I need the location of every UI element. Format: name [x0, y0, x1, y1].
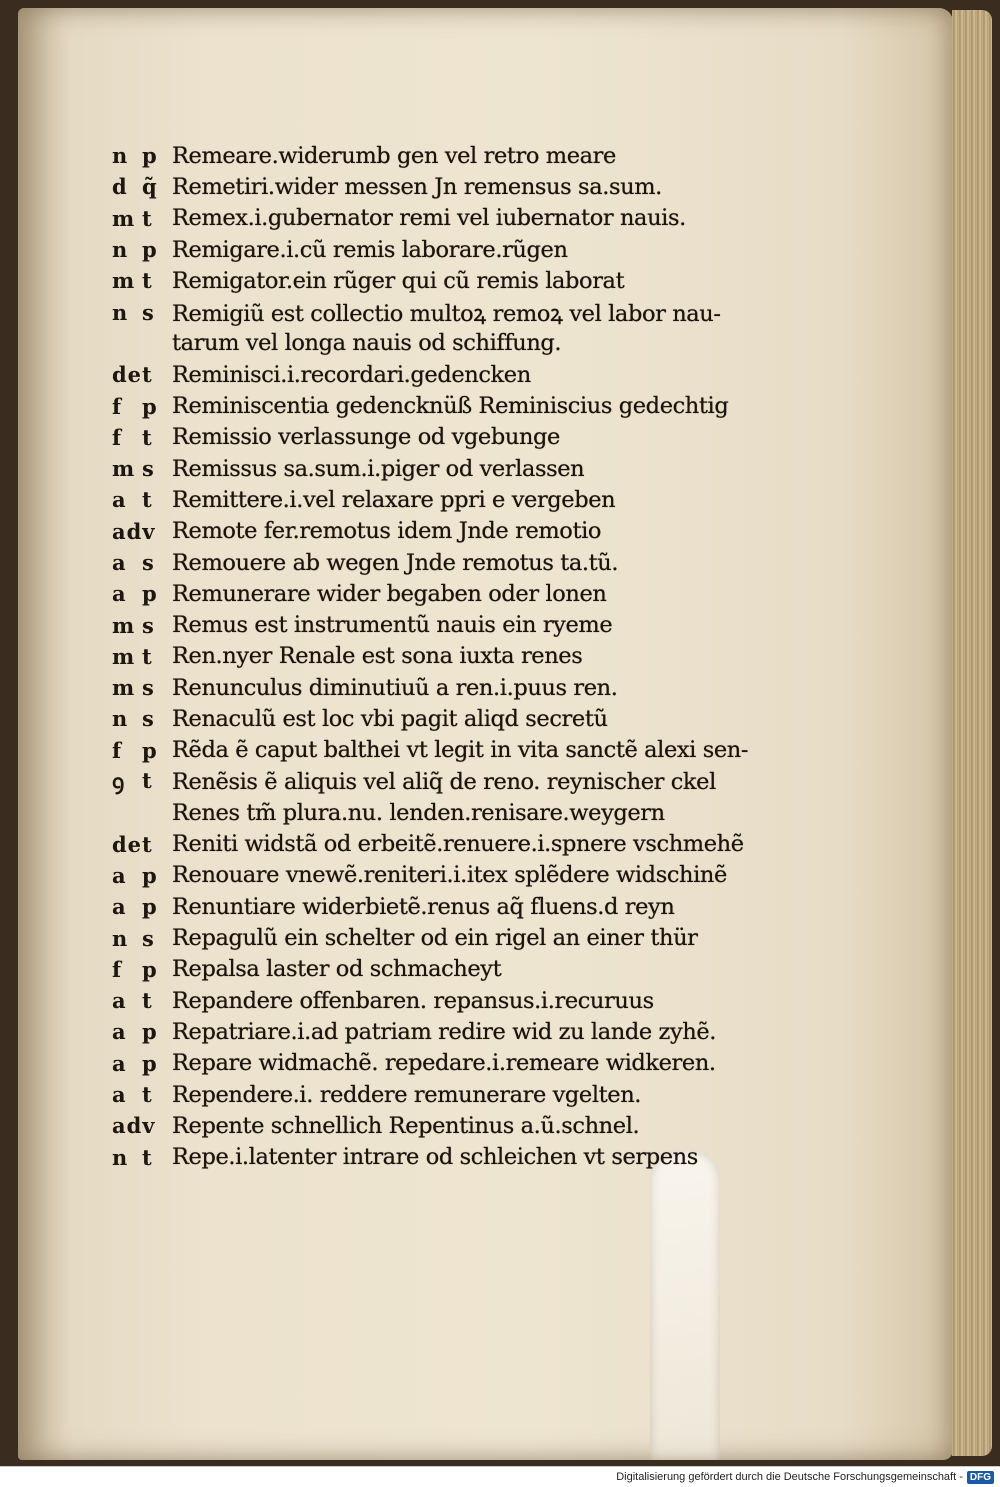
- grammar-marker-1: n: [112, 706, 129, 732]
- dictionary-entry: [112, 954, 772, 985]
- grammar-marker-1: a: [112, 550, 127, 575]
- dfg-logo: DFG: [967, 1471, 994, 1484]
- dictionary-entry-list: [112, 140, 772, 1173]
- grammar-marker: [112, 894, 172, 919]
- grammar-marker-2: q̃: [142, 174, 158, 200]
- dictionary-entry: [112, 609, 772, 640]
- grammar-marker-1: de: [112, 362, 143, 388]
- grammar-marker-2: t: [142, 487, 153, 513]
- grammar-marker: [112, 581, 172, 606]
- entry-text: Remigare.i.cũ remis laborare.rũgen: [172, 236, 568, 263]
- grammar-marker-2: [142, 1113, 170, 1138]
- entry-text: Remunerare wider begaben oder lonen: [172, 580, 607, 607]
- dictionary-entry: [112, 1142, 772, 1173]
- dictionary-entry: [112, 672, 772, 703]
- grammar-marker: [112, 1051, 172, 1076]
- entry-text: Remissus sa.sum.i.piger od verlassen: [172, 455, 585, 482]
- grammar-marker-1: a: [112, 988, 127, 1014]
- dictionary-entry: [112, 1048, 772, 1079]
- grammar-marker-1: n: [112, 143, 129, 169]
- grammar-marker-1: de: [112, 831, 143, 857]
- grammar-marker: [112, 487, 172, 512]
- entry-text: Renunculus diminutiuũ a ren.i.puus ren.: [172, 674, 618, 701]
- grammar-marker-1: a: [112, 1019, 127, 1045]
- dictionary-entry: [112, 265, 772, 296]
- dictionary-entry: [112, 140, 772, 171]
- grammar-marker: [112, 394, 172, 419]
- dictionary-entry: [112, 578, 772, 609]
- dictionary-entry: [112, 922, 772, 953]
- grammar-marker-1: adv: [112, 1113, 156, 1139]
- grammar-marker-1: m: [112, 456, 136, 482]
- grammar-marker: [112, 644, 172, 669]
- grammar-marker-1: a: [112, 1082, 127, 1108]
- grammar-marker-2: s: [142, 299, 155, 325]
- grammar-marker: [112, 738, 172, 763]
- grammar-marker: [112, 519, 172, 544]
- grammar-marker: [112, 832, 172, 857]
- entry-text: Remittere.i.vel relaxare ppri e vergeben: [172, 486, 616, 513]
- entry-text: Repare widmachẽ. repedare.i.remeare widkeren.: [172, 1050, 716, 1077]
- grammar-marker: [112, 362, 172, 387]
- grammar-marker-2: t: [142, 424, 153, 450]
- dictionary-entry: [112, 234, 772, 265]
- footer-credit: Digitalisierung gefördert durch die Deutsche Forschungsgemeinschaft -: [616, 1471, 963, 1483]
- grammar-marker: [112, 456, 172, 481]
- grammar-marker: [112, 863, 172, 888]
- entry-text: Repalsa laster od schmacheyt: [172, 956, 502, 983]
- grammar-marker: [112, 174, 172, 199]
- dictionary-entry: [112, 328, 772, 359]
- entry-text: Rependere.i. reddere remunerare vgelten.: [172, 1081, 642, 1108]
- entry-text: Repagulũ ein schelter od ein rigel an einer thür: [172, 925, 698, 952]
- grammar-marker-1: a: [112, 487, 127, 513]
- grammar-marker-2: p: [142, 1050, 158, 1076]
- grammar-marker-1: n: [112, 237, 129, 263]
- dictionary-entry: [112, 735, 772, 766]
- grammar-marker-2: p: [142, 581, 158, 607]
- grammar-marker: [112, 613, 172, 638]
- digitization-footer: [0, 1466, 1000, 1487]
- dictionary-entry: [112, 985, 772, 1016]
- grammar-marker: [112, 1145, 172, 1170]
- entry-text: tarum vel longa nauis od schiffung.: [172, 330, 562, 357]
- entry-text: Remeare.widerumb gen vel retro meare: [172, 142, 616, 169]
- grammar-marker: [112, 237, 172, 262]
- grammar-marker: [112, 988, 172, 1013]
- dictionary-entry: [112, 171, 772, 202]
- grammar-marker-2: s: [142, 706, 155, 732]
- dictionary-entry: [112, 1110, 772, 1141]
- dictionary-entry: [112, 484, 772, 515]
- dictionary-entry: [112, 641, 772, 672]
- grammar-marker-2: t: [142, 1082, 153, 1108]
- grammar-marker-2: p: [142, 143, 158, 169]
- grammar-marker-1: a: [112, 1050, 127, 1076]
- grammar-marker-2: t: [142, 831, 153, 857]
- grammar-marker-1: m: [112, 268, 136, 294]
- entry-text: Remigiũ est collectio multoꝝ remoꝝ vel labor nau-: [172, 300, 721, 327]
- grammar-marker: [112, 926, 172, 951]
- grammar-marker-1: f: [112, 956, 123, 982]
- entry-text: Remote fer.remotus idem Jnde remotio: [172, 518, 602, 545]
- entry-text: Repente schnellich Repentinus a.ũ.schnel.: [172, 1112, 640, 1139]
- grammar-marker-2: t: [142, 1144, 153, 1170]
- grammar-marker: [112, 300, 172, 325]
- entry-text: Renaculũ est loc vbi pagit aliqd secretũ: [172, 705, 608, 732]
- grammar-marker-2: p: [142, 393, 158, 419]
- grammar-marker: [112, 425, 172, 450]
- grammar-marker-1: a: [112, 862, 127, 888]
- entry-text: Repatriare.i.ad patriam redire wid zu lande zyhẽ.: [172, 1018, 717, 1045]
- entry-text: Rẽda ẽ caput balthei vt legit in vita sanctẽ alexi sen-: [172, 737, 749, 764]
- grammar-marker-1: n: [112, 1144, 129, 1170]
- grammar-marker-1: m: [112, 675, 136, 701]
- grammar-marker-2: s: [142, 675, 155, 701]
- dictionary-entry: [112, 797, 772, 828]
- grammar-marker-2: t: [142, 988, 153, 1014]
- dictionary-entry: [112, 891, 772, 922]
- grammar-marker: [112, 1019, 172, 1044]
- entry-text: Remouere ab wegen Jnde remotus ta.tũ.: [172, 549, 619, 576]
- grammar-marker-2: [142, 519, 170, 544]
- grammar-marker: [112, 206, 172, 231]
- grammar-marker: [112, 675, 172, 700]
- grammar-marker-1: adv: [112, 518, 156, 544]
- grammar-marker-2: s: [142, 550, 155, 575]
- entry-text: Remissio verlassunge od vgebunge: [172, 424, 560, 451]
- grammar-marker-2: p: [142, 894, 158, 920]
- dictionary-entry: [112, 766, 772, 797]
- grammar-marker-2: p: [142, 956, 158, 982]
- grammar-marker-2: p: [142, 737, 158, 763]
- grammar-marker-1: m: [112, 612, 136, 638]
- entry-text: Remus est instrumentũ nauis ein ryeme: [172, 612, 613, 639]
- grammar-marker: [112, 550, 172, 575]
- entry-text: Repandere offenbaren. repansus.i.recuruus: [172, 987, 654, 1014]
- grammar-marker: [112, 1082, 172, 1107]
- dictionary-entry: [112, 516, 772, 547]
- grammar-marker-1: m: [112, 643, 136, 669]
- page-edges: [952, 10, 992, 1456]
- dictionary-entry: [112, 296, 772, 327]
- grammar-marker-1: f: [112, 737, 123, 763]
- entry-text: Renouare vnewẽ.reniteri.i.itex splẽdere widschinẽ: [172, 862, 727, 889]
- grammar-marker-1: m: [112, 205, 136, 231]
- grammar-marker: [112, 768, 172, 796]
- grammar-marker: [112, 1113, 172, 1138]
- grammar-marker: [112, 706, 172, 731]
- grammar-marker-2: s: [142, 925, 155, 951]
- grammar-marker-1: d: [112, 174, 128, 200]
- grammar-marker-2: t: [142, 643, 153, 669]
- grammar-marker-1: a: [112, 581, 127, 607]
- entry-text: Reniti widstã od erbeitẽ.renuere.i.spnere vschmehẽ: [172, 831, 744, 858]
- dictionary-entry: [112, 703, 772, 734]
- dictionary-entry: [112, 203, 772, 234]
- entry-text: Remigator.ein rũger qui cũ remis laborat: [172, 267, 625, 294]
- dictionary-entry: [112, 1016, 772, 1047]
- entry-text: Reminiscentia gedencknüß Reminiscius gedechtig: [172, 393, 729, 420]
- entry-text: Reminisci.i.recordari.gedencken: [172, 361, 531, 388]
- entry-text: Ren.nyer Renale est sona iuxta renes: [172, 643, 583, 670]
- grammar-marker-1: f: [112, 393, 123, 419]
- dictionary-entry: [112, 547, 772, 578]
- grammar-marker-1: ꝯ: [112, 768, 126, 794]
- dictionary-entry: [112, 860, 772, 891]
- grammar-marker-2: s: [142, 612, 155, 638]
- grammar-marker-2: p: [142, 1019, 158, 1045]
- paper-bookmark-strip: [650, 1150, 720, 1460]
- grammar-marker-2: t: [142, 362, 153, 388]
- grammar-marker-2: t: [142, 268, 153, 294]
- entry-text: Remetiri.wider messen Jn remensus sa.sum.: [172, 173, 662, 200]
- dictionary-entry: [112, 453, 772, 484]
- grammar-marker-2: t: [142, 205, 153, 231]
- entry-text: Remex.i.gubernator remi vel iubernator nauis.: [172, 205, 686, 232]
- grammar-marker-2: t: [142, 767, 153, 793]
- entry-text: Renes tm̃ plura.nu. lenden.renisare.weygern: [172, 799, 665, 826]
- entry-text: Repe.i.latenter intrare od schleichen vt serpens: [172, 1144, 698, 1171]
- dictionary-entry: [112, 359, 772, 390]
- grammar-marker-2: p: [142, 862, 158, 888]
- grammar-marker-2: p: [142, 237, 158, 263]
- grammar-marker: [112, 143, 172, 168]
- dictionary-entry: [112, 390, 772, 421]
- dictionary-entry: [112, 1079, 772, 1110]
- grammar-marker: [112, 957, 172, 982]
- grammar-marker-2: s: [142, 456, 155, 482]
- entry-text: Renuntiare widerbietẽ.renus aq̃ fluens.d reyn: [172, 893, 675, 920]
- grammar-marker-1: a: [112, 894, 127, 920]
- grammar-marker-1: n: [112, 299, 129, 325]
- dictionary-entry: [112, 829, 772, 860]
- grammar-marker: [112, 268, 172, 293]
- grammar-marker-1: n: [112, 925, 129, 951]
- dictionary-entry: [112, 422, 772, 453]
- grammar-marker-1: f: [112, 424, 123, 450]
- entry-text: Renẽsis ẽ aliquis vel aliq̃ de reno. reynischer ckel: [172, 768, 716, 795]
